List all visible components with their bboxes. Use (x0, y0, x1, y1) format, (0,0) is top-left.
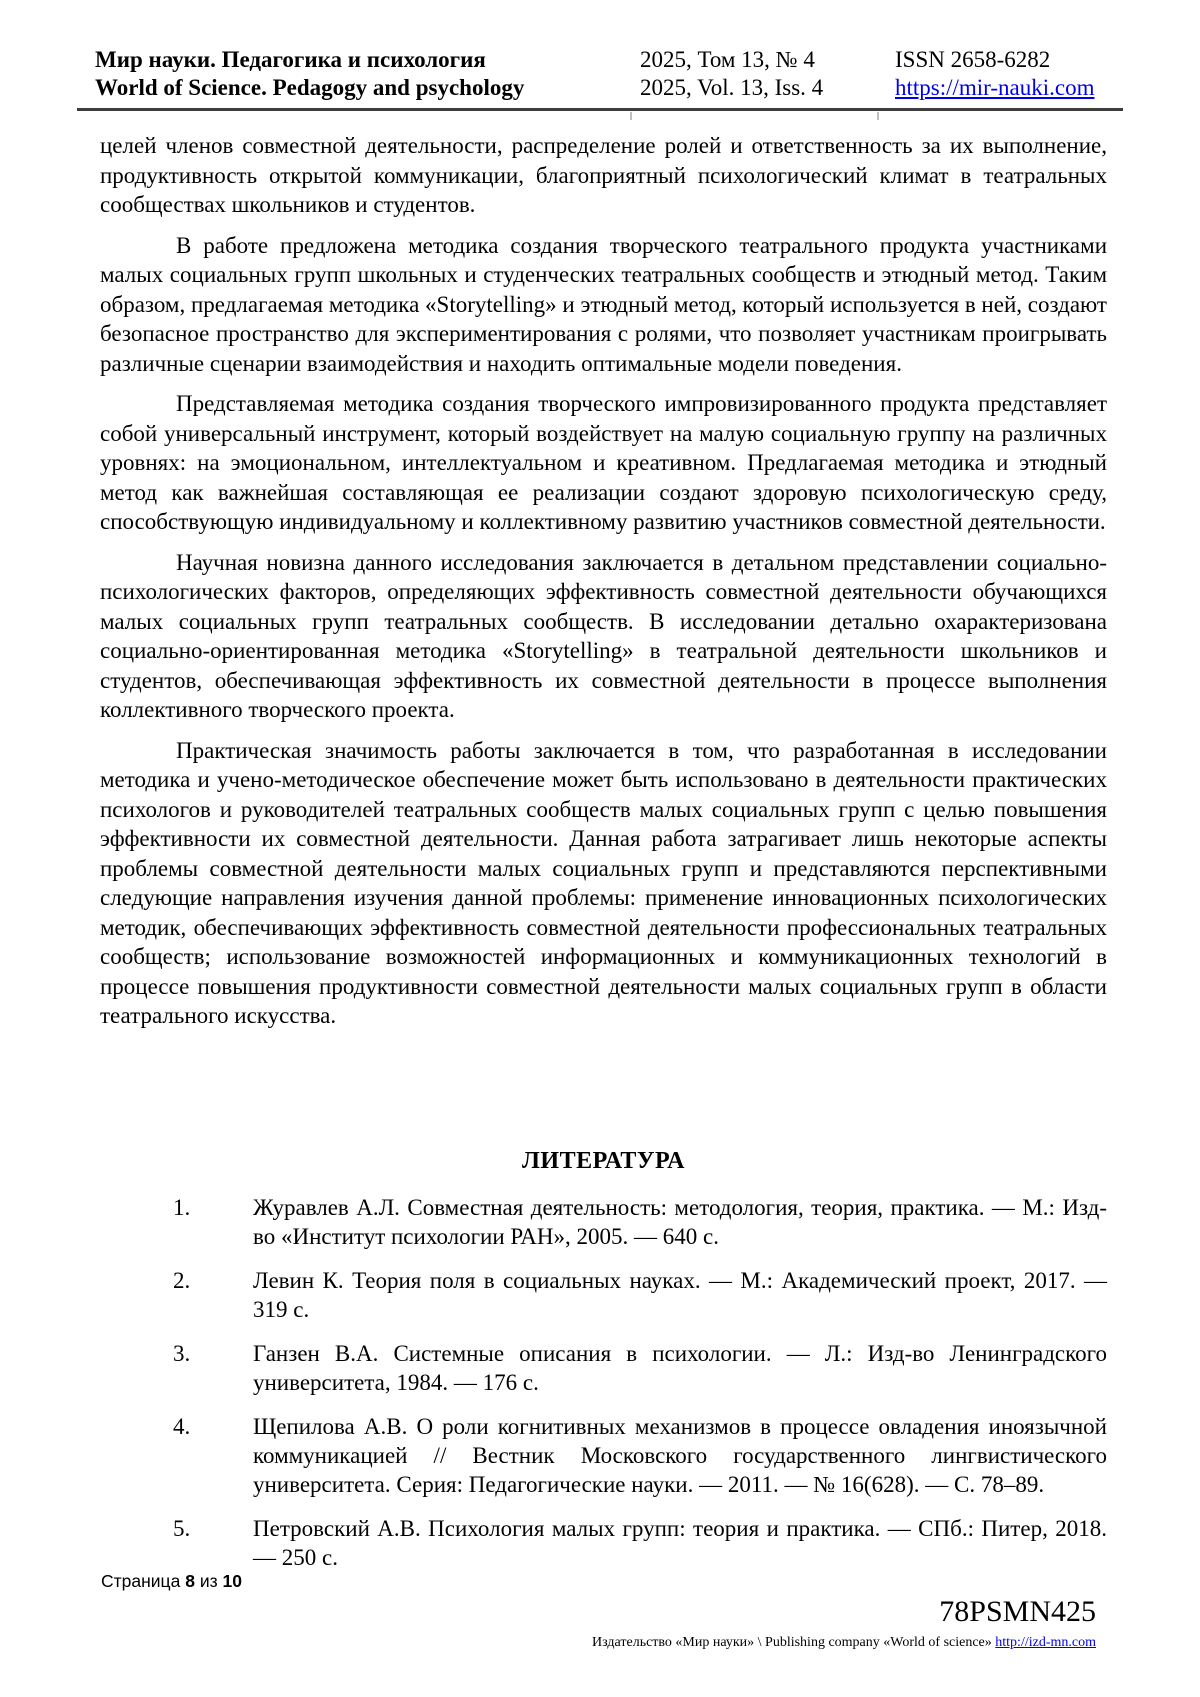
reference-text: Журавлев А.Л. Совместная деятельность: методология, теория, практика. — М.: Изд-во «Институт психологии РАН», 2005. — 640 с. (253, 1195, 1107, 1249)
issue-info-block (640, 46, 895, 102)
references-section (100, 1146, 1107, 1587)
reference-number: 5. (173, 1516, 191, 1541)
issn-block (895, 46, 1123, 102)
header-column-tick (877, 112, 879, 120)
body-paragraph: Представляемая методика создания творческого импровизированного продукта представляет собой универсальный инструмент, который воздействует на малую социальную группу на различных уровнях: на эмоциональном, интеллектуальном и креативном. Предлагаемая методика и этюдный метод как важнейшая составляющая ее реализации создают здоровую психологическую среду, способствующую индивидуальному и коллективному развитию участников совместной деятельности. (100, 391, 1107, 534)
journal-header (77, 46, 1123, 111)
reference-number: 2. (173, 1268, 191, 1293)
reference-item (100, 1514, 1107, 1572)
body-paragraph: В работе предложена методика создания творческого театрального продукта участниками малых социальных групп школьных и студенческих театральных сообществ и этюдный метод. Таким образом, предлагаемая методика «Storytelling» и этюдный метод, который используется в ней, создают безопасное пространство для экспериментирования с ролями, что позволяет участникам проигрывать различные сценарии взаимодействия и находить оптимальные модели поведения. (100, 232, 1107, 376)
references-list (100, 1193, 1107, 1572)
reference-text: Ганзен В.А. Системные описания в психологии. — Л.: Изд-во Ленинградского университета, 1984. — 176 с. (253, 1341, 1107, 1395)
issn-label: ISSN 2658-6282 (895, 47, 1051, 72)
journal-site-link[interactable]: https://mir-nauki.com (895, 75, 1095, 100)
journal-title-en: World of Science. Pedagogy and psychology (95, 75, 525, 100)
reference-text: Петровский А.В. Психология малых групп: теория и практика. — СПб.: Питер, 2018. — 250 с. (253, 1516, 1107, 1570)
body-paragraph: Практическая значимость работы заключается в том, что разработанная в исследовании методика и учено-методическое обеспечение может быть использовано в деятельности практических психологов и руководителей театральных сообществ малых социальных групп с целью повышения эффективности их совместной деятельности. Данная работа затрагивает лишь некоторые аспекты проблемы совместной деятельности малых социальных групп и представляются перспективными следующие направления изучения данной проблемы: применение инновационных психологических методик, обеспечивающих эффективность совместной деятельности профессиональных театральных сообществ; использование возможностей информационных и коммуникационных технологий в процессе повышения продуктивности совместной деятельности малых социальных групп в области театрального искусства. (100, 737, 1107, 1028)
reference-item (100, 1266, 1107, 1324)
publisher-link[interactable]: http://izd-mn.com (995, 1635, 1096, 1650)
publisher-text: Издательство «Мир науки» \ Publishing company «World of science» (592, 1635, 992, 1650)
reference-item (100, 1339, 1107, 1397)
journal-title-block (77, 46, 640, 102)
body-paragraph: Научная новизна данного исследования заключается в детальном представлении социально-психологических факторов, определяющих эффективность совместной деятельности обучающихся малых социальных групп театральных сообществ. В исследовании детально охарактеризована социально-ориентированная методика «Storytelling» в театральной деятельности школьников и студентов, обеспечивающая эффективность их совместной деятельности в процессе выполнения коллективного творческого проекта. (100, 549, 1107, 722)
journal-title-ru: Мир науки. Педагогика и психология (95, 47, 486, 72)
page-number-label: Страница (101, 1571, 181, 1591)
publisher-line (592, 1634, 1096, 1651)
reference-number: 3. (173, 1341, 191, 1366)
reference-item (100, 1193, 1107, 1251)
page-number (101, 1571, 242, 1592)
reference-text: Щепилова А.В. О роли когнитивных механизмов в процессе овладения иноязычной коммуникацией // Вестник Московского государственного лингвистического университета. Серия: Педагогические науки. — 2011. — № 16(628). — С. 78–89. (253, 1414, 1107, 1497)
reference-number: 1. (173, 1195, 191, 1220)
article-id: 78PSMN425 (939, 1595, 1096, 1628)
body-paragraph: целей членов совместной деятельности, распределение ролей и ответственность за их выполнение, продуктивность открытой коммуникации, благоприятный психологический климат в театральных сообществах школьников и студентов. (100, 133, 1107, 217)
reference-number: 4. (173, 1414, 191, 1439)
issue-info-en: 2025, Vol. 13, Iss. 4 (640, 75, 824, 100)
reference-text: Левин К. Теория поля в социальных науках. — М.: Академический проект, 2017. — 319 с. (253, 1268, 1107, 1322)
page-number-total: 10 (222, 1571, 242, 1591)
page-number-current: 8 (185, 1571, 195, 1591)
article-body (100, 131, 1107, 1042)
issue-info-ru: 2025, Том 13, № 4 (640, 47, 815, 72)
reference-item (100, 1412, 1107, 1499)
page-number-of: из (199, 1571, 218, 1591)
header-column-tick (630, 112, 632, 120)
references-heading: ЛИТЕРАТУРА (522, 1148, 685, 1174)
